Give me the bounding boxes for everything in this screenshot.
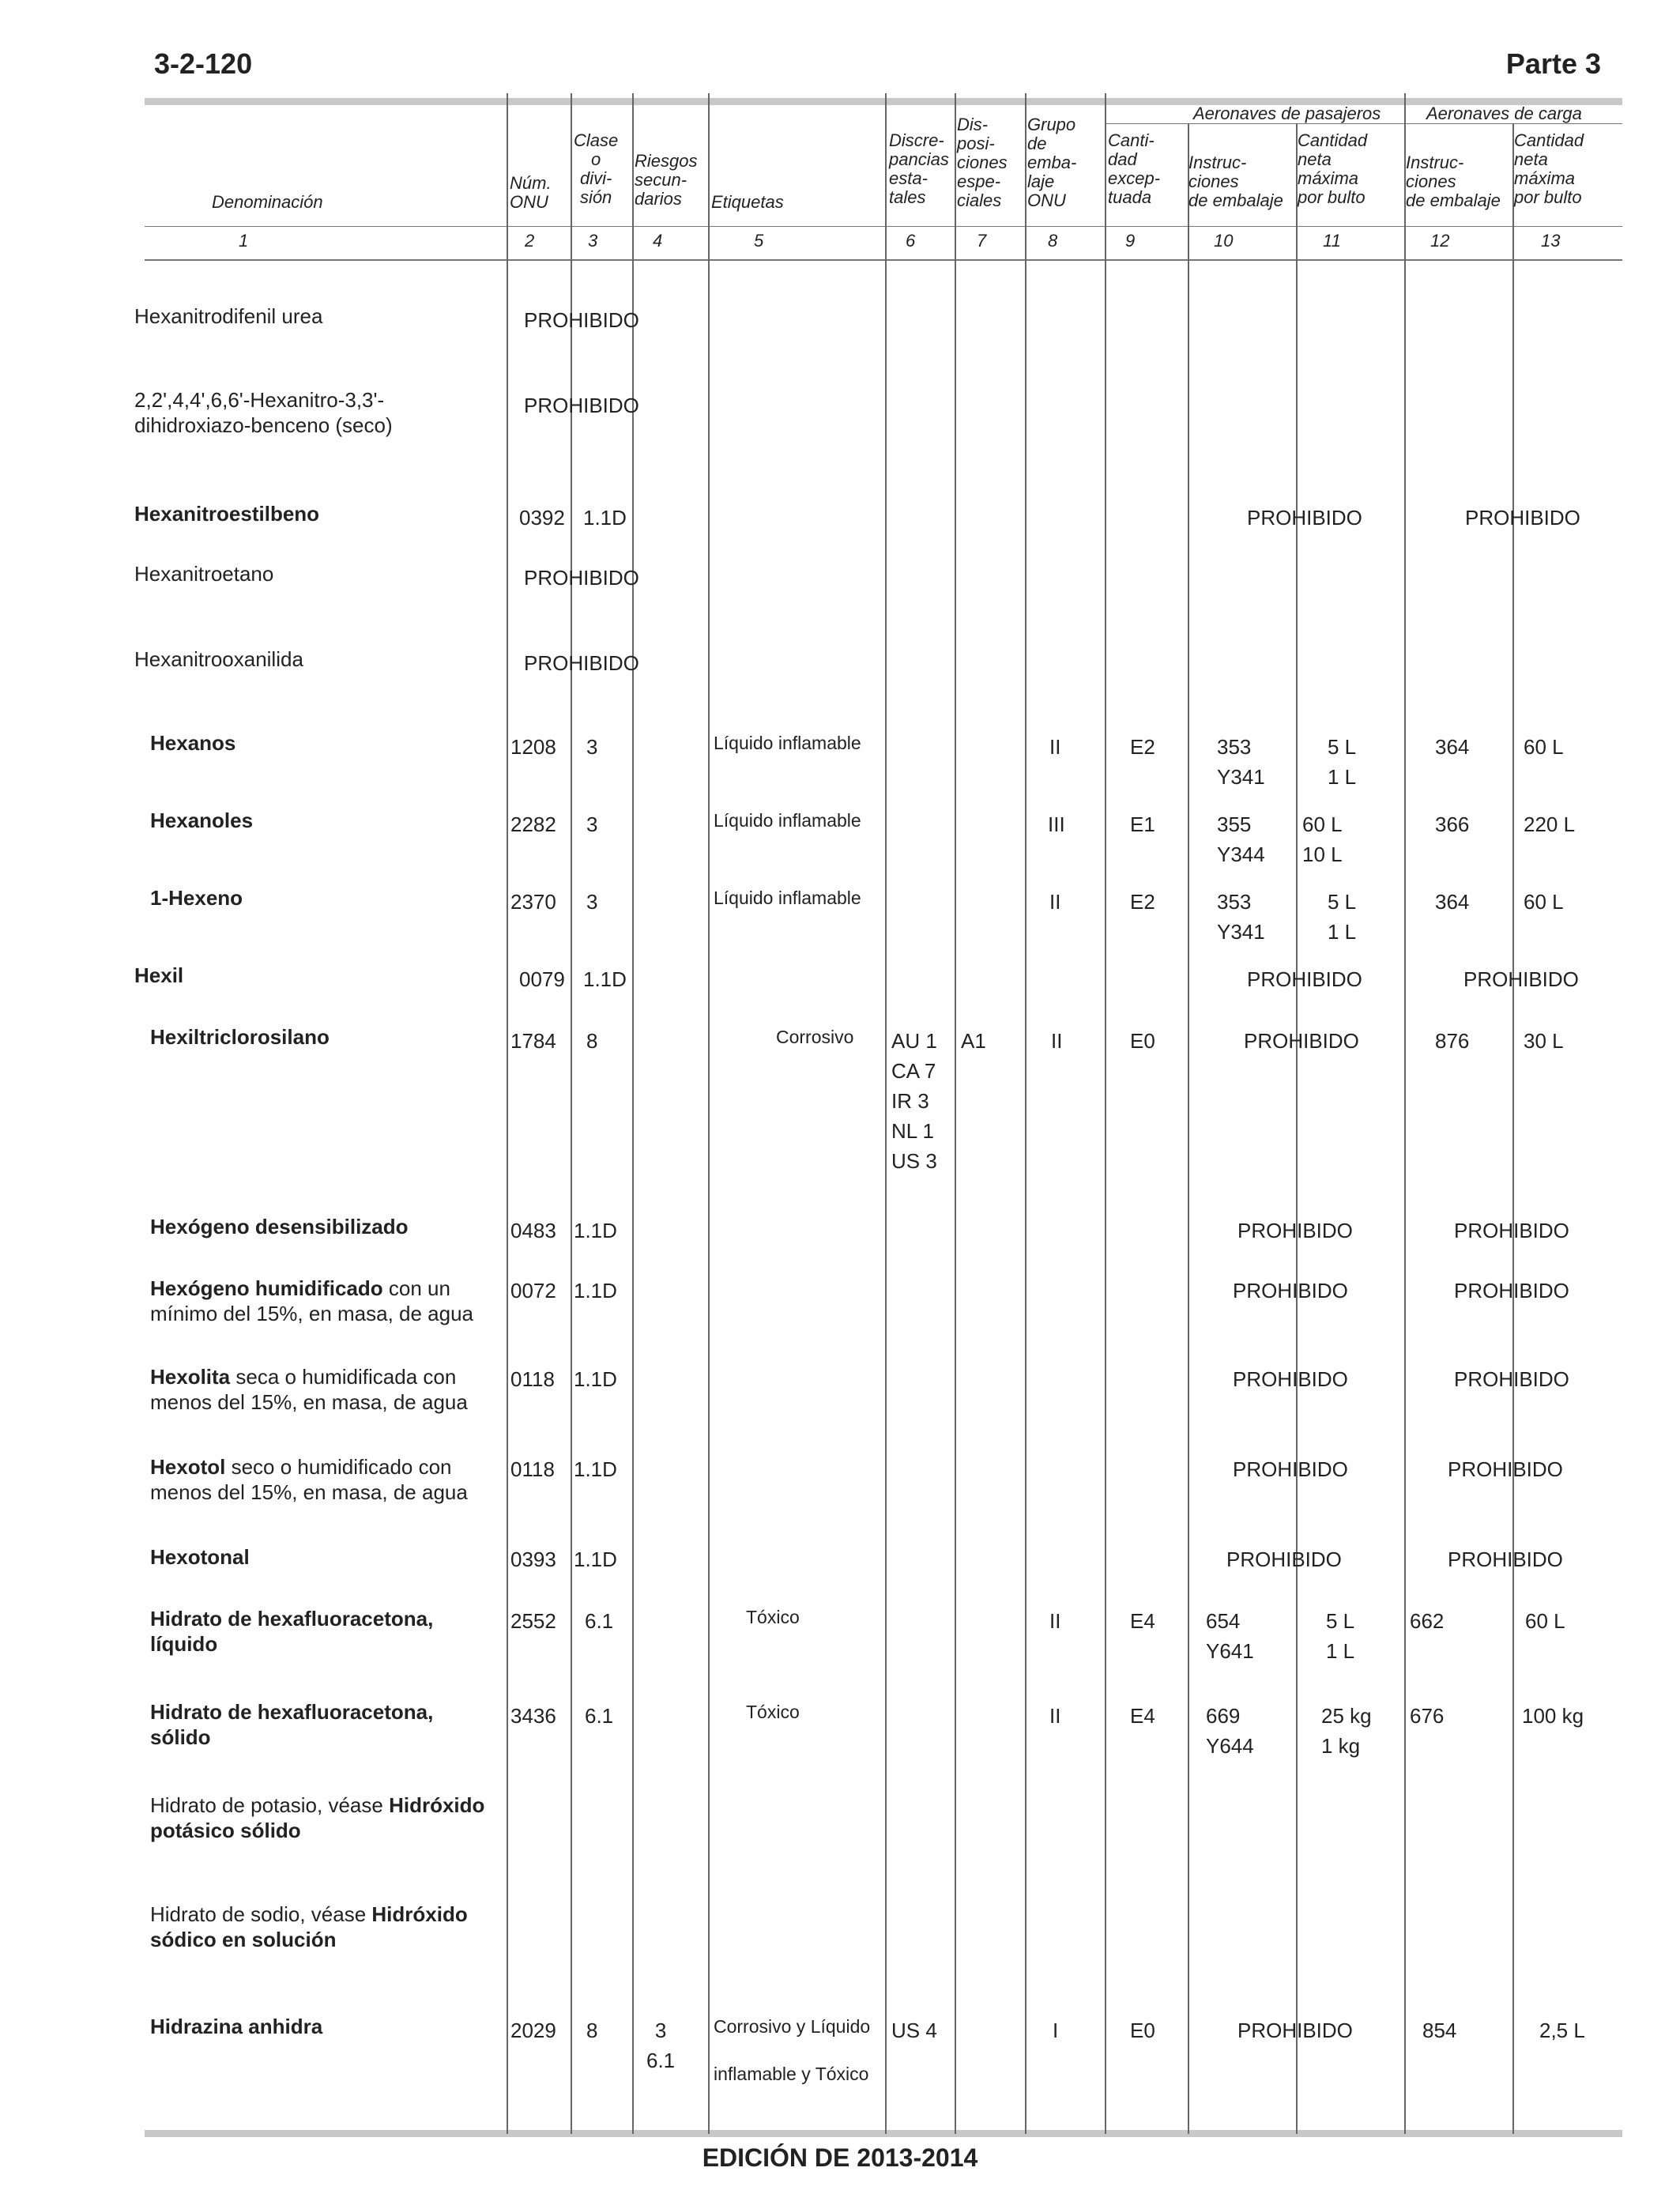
cargo-instructions: 676: [1410, 1704, 1445, 1728]
col-number: 7: [977, 231, 987, 251]
prohibited-passenger: PROHIBIDO: [1247, 967, 1362, 991]
col-number: 9: [1125, 231, 1136, 251]
class-division: 6.1: [585, 1609, 614, 1633]
passenger-quantity: 5 L 1 L: [1326, 1609, 1355, 1663]
packing-group: I: [1053, 2019, 1059, 2042]
packing-group: II: [1049, 890, 1061, 914]
bottom-rule: [145, 2130, 1622, 2137]
header-cantidad-carga: Cantidad neta máxima por bulto: [1514, 130, 1584, 207]
row-name: Hexolita seca o humidificada con menos del 15%, en masa, de agua: [150, 1365, 468, 1414]
subsidiary-risks: 3 6.1: [646, 2019, 676, 2072]
class-division: 1.1D: [574, 1219, 617, 1242]
row-name: Hexotonal: [150, 1545, 250, 1569]
header-discrepancias: Discre- pancias esta- tales: [889, 130, 949, 207]
header-num-onu: Núm. ONU: [510, 173, 552, 212]
excepted-quantity: E4: [1130, 1609, 1155, 1633]
row-name: Hexanos: [150, 731, 236, 755]
class-division: 1.1D: [583, 967, 627, 991]
header-grupo: Grupo de emba- laje ONU: [1027, 115, 1077, 210]
prohibited-passenger: PROHIBIDO: [1226, 1547, 1342, 1571]
part-title: Parte 3: [1505, 47, 1601, 80]
prohibited-passenger: PROHIBIDO: [1244, 1029, 1359, 1053]
passenger-quantity: 25 kg 1 kg: [1321, 1704, 1372, 1758]
row-name: Hidrato de potasio, véase Hidróxido potásico sólido: [150, 1793, 485, 1842]
cargo-instructions: 876: [1435, 1029, 1470, 1053]
col-number: 11: [1323, 231, 1341, 251]
class-division: 1.1D: [574, 1367, 617, 1391]
cargo-instructions: 366: [1435, 812, 1470, 836]
prohibited-all: PROHIBIDO: [524, 308, 639, 332]
header-riesgos: Riesgos secun- darios: [635, 151, 698, 209]
prohibited-passenger: PROHIBIDO: [1237, 1219, 1353, 1242]
class-division: 8: [586, 2019, 598, 2042]
prohibited-cargo: PROHIBIDO: [1454, 1279, 1569, 1302]
cargo-instructions: 364: [1435, 735, 1470, 759]
class-division: 1.1D: [583, 506, 627, 530]
header-pasajeros: Aeronaves de pasajeros: [1193, 104, 1381, 123]
header-etiquetas: Etiquetas: [711, 192, 784, 212]
un-number: 0118: [510, 1367, 555, 1391]
class-division: 3: [586, 890, 598, 914]
col-number: 5: [754, 231, 764, 251]
hazard-label: Tóxico: [746, 1607, 800, 1627]
class-division: 1.1D: [574, 1547, 617, 1571]
passenger-quantity: 60 L 10 L: [1302, 812, 1343, 866]
prohibited-cargo: PROHIBIDO: [1454, 1367, 1569, 1391]
row-name: Hidrato de sodio, véase Hidróxido sódico en solución: [150, 1902, 468, 1951]
prohibited-passenger: PROHIBIDO: [1233, 1279, 1348, 1302]
passenger-instructions: 669 Y644: [1206, 1704, 1254, 1758]
col-number: 1: [239, 231, 249, 251]
class-division: 1.1D: [574, 1457, 617, 1481]
cargo-quantity: 220 L: [1524, 812, 1576, 836]
packing-group: II: [1049, 1704, 1061, 1728]
excepted-quantity: E4: [1130, 1704, 1155, 1728]
hazard-label: Corrosivo: [776, 1027, 854, 1047]
row-name: Hidrato de hexafluoracetona, líquido: [150, 1607, 434, 1656]
edition-footer: EDICIÓN DE 2013-2014: [702, 2143, 978, 2172]
passenger-instructions: 355 Y344: [1217, 812, 1265, 866]
un-number: 2370: [510, 890, 556, 914]
excepted-quantity: E2: [1130, 890, 1155, 914]
excepted-quantity: E0: [1130, 2019, 1155, 2042]
row-name: Hexógeno humidificado con un mínimo del 15%, en masa, de agua: [150, 1276, 474, 1325]
un-number: 2552: [510, 1609, 556, 1633]
col-number: 3: [588, 231, 598, 251]
packing-group: III: [1048, 812, 1065, 836]
row-name: Hexanitroetano: [134, 562, 274, 586]
prohibited-all: PROHIBIDO: [524, 394, 639, 417]
hazard-label: Líquido inflamable: [714, 733, 861, 753]
class-division: 1.1D: [574, 1279, 617, 1302]
hazard-label: Tóxico: [746, 1702, 800, 1722]
prohibited-passenger: PROHIBIDO: [1233, 1457, 1348, 1481]
excepted-quantity: E2: [1130, 735, 1155, 759]
class-division: 3: [586, 735, 598, 759]
col-number: 13: [1541, 231, 1561, 251]
hazard-label: Corrosivo y Líquido inflamable y Tóxico: [714, 2016, 871, 2084]
header-denominacion: Denominación: [212, 192, 323, 212]
un-number: 2029: [510, 2019, 556, 2042]
passenger-quantity: 5 L 1 L: [1328, 890, 1357, 944]
passenger-quantity: 5 L 1 L: [1328, 735, 1357, 789]
header-instrucciones-carga: Instruc- ciones de embalaje: [1406, 153, 1501, 210]
cargo-instructions: 662: [1410, 1609, 1445, 1633]
row-name: Hexil: [134, 963, 184, 987]
row-name: Hexanitrooxanilida: [134, 647, 303, 671]
row-name: Hexotol seco o humidificado con menos del 15%, en masa, de agua: [150, 1455, 468, 1504]
cargo-quantity: 2,5 L: [1539, 2019, 1585, 2042]
passenger-instructions: 353 Y341: [1217, 890, 1265, 944]
col-number: 10: [1214, 231, 1234, 251]
header-cantidad-exceptuada: Canti- dad excep- tuada: [1108, 130, 1161, 207]
prohibited-passenger: PROHIBIDO: [1247, 506, 1362, 530]
un-number: 0079: [519, 967, 565, 991]
prohibited-cargo: PROHIBIDO: [1465, 506, 1580, 530]
un-number: 0118: [510, 1457, 555, 1481]
header-instrucciones-pasajeros: Instruc- ciones de embalaje: [1188, 153, 1283, 210]
packing-group: II: [1049, 735, 1061, 759]
cargo-quantity: 30 L: [1524, 1029, 1564, 1053]
row-name: Hexiltriclorosilano: [150, 1025, 330, 1049]
class-division: 6.1: [585, 1704, 614, 1728]
un-number: 2282: [510, 812, 556, 836]
prohibited-passenger: PROHIBIDO: [1237, 2019, 1353, 2042]
packing-group: II: [1051, 1029, 1063, 1053]
col-number: 6: [906, 231, 916, 251]
header-clase: Clase o divi- sión: [574, 130, 619, 207]
un-number: 0392: [519, 506, 565, 530]
class-division: 8: [586, 1029, 598, 1053]
col-number: 2: [525, 231, 535, 251]
prohibited-cargo: PROHIBIDO: [1463, 967, 1579, 991]
row-name: Hidrato de hexafluoracetona, sólido: [150, 1700, 434, 1749]
cargo-quantity: 100 kg: [1522, 1704, 1584, 1728]
excepted-quantity: E0: [1130, 1029, 1155, 1053]
class-division: 3: [586, 812, 598, 836]
page-number: 3-2-120: [154, 47, 253, 80]
cargo-quantity: 60 L: [1524, 735, 1564, 759]
cargo-instructions: 854: [1422, 2019, 1457, 2042]
row-name: 1-Hexeno: [150, 886, 243, 910]
prohibited-cargo: PROHIBIDO: [1448, 1547, 1563, 1571]
row-name: Hidrazina anhidra: [150, 2015, 323, 2038]
un-number: 1784: [510, 1029, 556, 1053]
row-name: Hexanitroestilbeno: [134, 502, 320, 526]
un-number: 3436: [510, 1704, 556, 1728]
cargo-quantity: 60 L: [1524, 890, 1564, 914]
col-number: 8: [1048, 231, 1058, 251]
cargo-instructions: 364: [1435, 890, 1470, 914]
prohibited-cargo: PROHIBIDO: [1454, 1219, 1569, 1242]
un-number: 0483: [510, 1219, 556, 1242]
header-cantidad-pasajeros: Cantidad neta máxima por bulto: [1298, 130, 1368, 207]
passenger-instructions: 654 Y641: [1206, 1609, 1254, 1663]
un-number: 0393: [510, 1547, 556, 1571]
cargo-quantity: 60 L: [1525, 1609, 1565, 1633]
prohibited-cargo: PROHIBIDO: [1448, 1457, 1563, 1481]
special-provisions: A1: [961, 1029, 986, 1053]
hazard-label: Líquido inflamable: [714, 888, 861, 908]
col-number: 12: [1430, 231, 1450, 251]
excepted-quantity: E1: [1130, 812, 1155, 836]
prohibited-all: PROHIBIDO: [524, 651, 639, 675]
header-carga: Aeronaves de carga: [1426, 104, 1582, 123]
state-variations: AU 1 CA 7 IR 3 NL 1 US 3: [891, 1029, 937, 1173]
prohibited-passenger: PROHIBIDO: [1233, 1367, 1348, 1391]
col-number: 4: [653, 231, 663, 251]
un-number: 0072: [510, 1279, 556, 1302]
header-disposiciones: Dis- posi- ciones espe- ciales: [957, 115, 1008, 210]
state-variations: US 4: [891, 2019, 937, 2042]
prohibited-all: PROHIBIDO: [524, 566, 639, 590]
row-name: Hexanoles: [150, 809, 254, 832]
passenger-instructions: 353 Y341: [1217, 735, 1265, 789]
row-name: 2,2',4,4',6,6'-Hexanitro-3,3'- dihidroxiazo-benceno (seco): [134, 388, 393, 437]
packing-group: II: [1049, 1609, 1061, 1633]
row-name: Hexógeno desensibilizado: [150, 1215, 409, 1238]
hazard-label: Líquido inflamable: [714, 810, 861, 831]
un-number: 1208: [510, 735, 556, 759]
top-rule: [145, 98, 1622, 105]
row-name: Hexanitrodifenil urea: [134, 304, 323, 328]
